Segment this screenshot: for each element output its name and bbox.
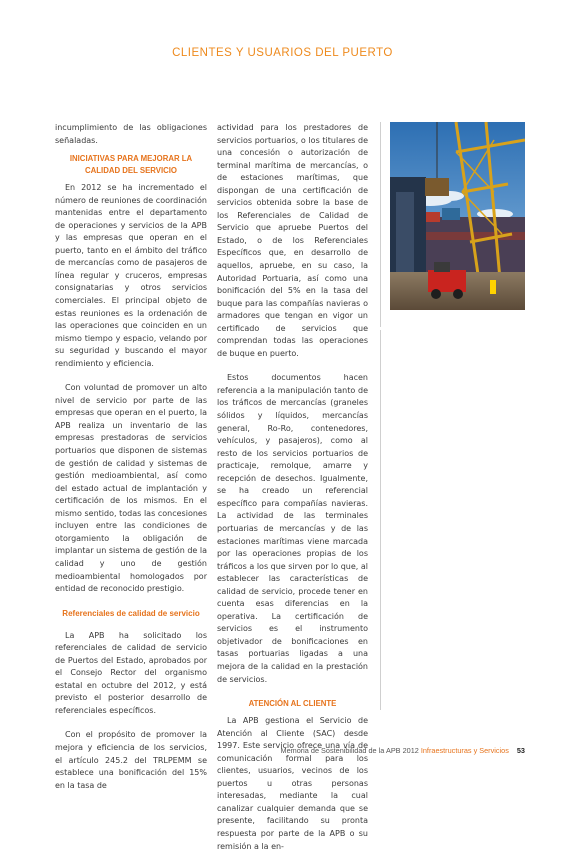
- subsection-heading: Referenciales de calidad de servicio: [62, 608, 200, 618]
- port-crane-photo: [390, 122, 525, 310]
- column-divider: [380, 330, 381, 710]
- paragraph: La APB ha solicitado los referenciales de calidad de servicio de Puertos del Estado, aprobados por el Consejo Rector del organismo estatal en octubre del 2012, y está previsto el posterior desarrollo de referenciales específicos.: [55, 630, 207, 715]
- column-divider: [380, 122, 381, 327]
- text-column-left: [55, 122, 207, 804]
- section-heading: ATENCIÓN AL CLIENTE: [248, 699, 337, 709]
- paragraph: incumplimiento de las obligaciones señaladas.: [55, 123, 207, 145]
- paragraph: Con voluntad de promover un alto nivel de servicio por parte de las empresas que operan en el puerto, la APB realiza un inventario de las empresas prestadoras de servicios portuarios que disponen de sistemas de gestión de calidad y sistemas de gestión medioambiental, así como del estado actual de implantación y certificación de los mismos. En el mismo sentido, todas las concesiones incluyen entre las condiciones de otorgamiento la obligación de implantar un sistema de gestión de la calidad y uno de gestión medioambiental homologados por entidad de reconocido prestigio.: [55, 383, 207, 594]
- paragraph: Estos documentos hacen referencia a la manipulación tanto de los tráficos de mercancías (graneles sólidos y líquidos, mercancías general, Ro-Ro, contenedores, vehículos, y pasajeros), como al resto de los servicios portuarios de practicaje, remolque, amarre y recepción de desechos. Igualmente, se ha creado un referencial específico para compañías navieras. La actividad de las terminales portuarias de mercancías y de las estaciones marítimas viene marcada por las operaciones propias de los tráficos a los que sirven por lo que, al establecer las características de calidad de servicio, procede tener en cuenta esas diferencias en la operativa. La certificación de servicios es el instrumento objetivador de bonificaciones en tasas portuarias ligadas a una mejora de la calidad en la prestación de servicios.: [217, 373, 368, 684]
- paragraph: Con el propósito de promover la mejora y eficiencia de los servicios, el artículo 245.2 del TRLPEMM se establece una bonificación del 15% en la tasa de: [55, 730, 207, 790]
- page-number: 53: [516, 746, 525, 755]
- page-title: CLIENTES Y USUARIOS DEL PUERTO: [172, 47, 393, 59]
- section-heading: INICIATIVAS PARA MEJORAR LA CALIDAD DEL SERVICIO: [69, 154, 193, 176]
- paragraph: En 2012 se ha incrementado el número de reuniones de coordinación mantenidas entre el departamento de operaciones y servicios de la APB y las empresas que operan en el puerto, tanto en el ámbito del tráfico de mercancías como de pasajeros de línea regular y cruceros, empresas consignatarias y otros servicios comerciales. El principal objeto de estas reuniones es la ordenación de las operaciones que coinciden en un mismo tiempo y espacio, velando por su seguridad y buscando el mayor rendimiento y eficiencia.: [55, 183, 207, 368]
- report-title: Memoria de Sostenibilidad de la APB 2012: [280, 746, 419, 755]
- section-name: Infraestructuras y Servicios: [420, 746, 509, 755]
- paragraph: La APB gestiona el Servicio de Atención al Cliente (SAC) desde 1997. Este servicio ofrece una vía de comunicación formal para los clientes, usuarios, vecinos de los puertos u otras personas interesadas, mediante la cual canalizar cualquier demanda que se presente, facilitando su pronta respuesta por parte de la APB o su remisión a la en-: [217, 716, 368, 851]
- page-footer: [280, 746, 525, 755]
- paragraph: actividad para los prestadores de servicios portuarios, o los titulares de una concesión o autorización de terminal marítima de mercancías, o de estaciones marítimas, que dispongan de una certificación de servicios obtenida sobre la base de los Referenciales de Calidad de Servicio que apruebe Puertos del Estado, o de los Referenciales Específicos que, en desarrollo de aquellos, apruebe, en su caso, la Autoridad Portuaria, así como una bonificación del 5% en la tasa del buque para las compañías navieras o armadores que tengan en vigor un certificado de servicios que comprendan todas las operaciones de buque en puerto.: [217, 123, 368, 358]
